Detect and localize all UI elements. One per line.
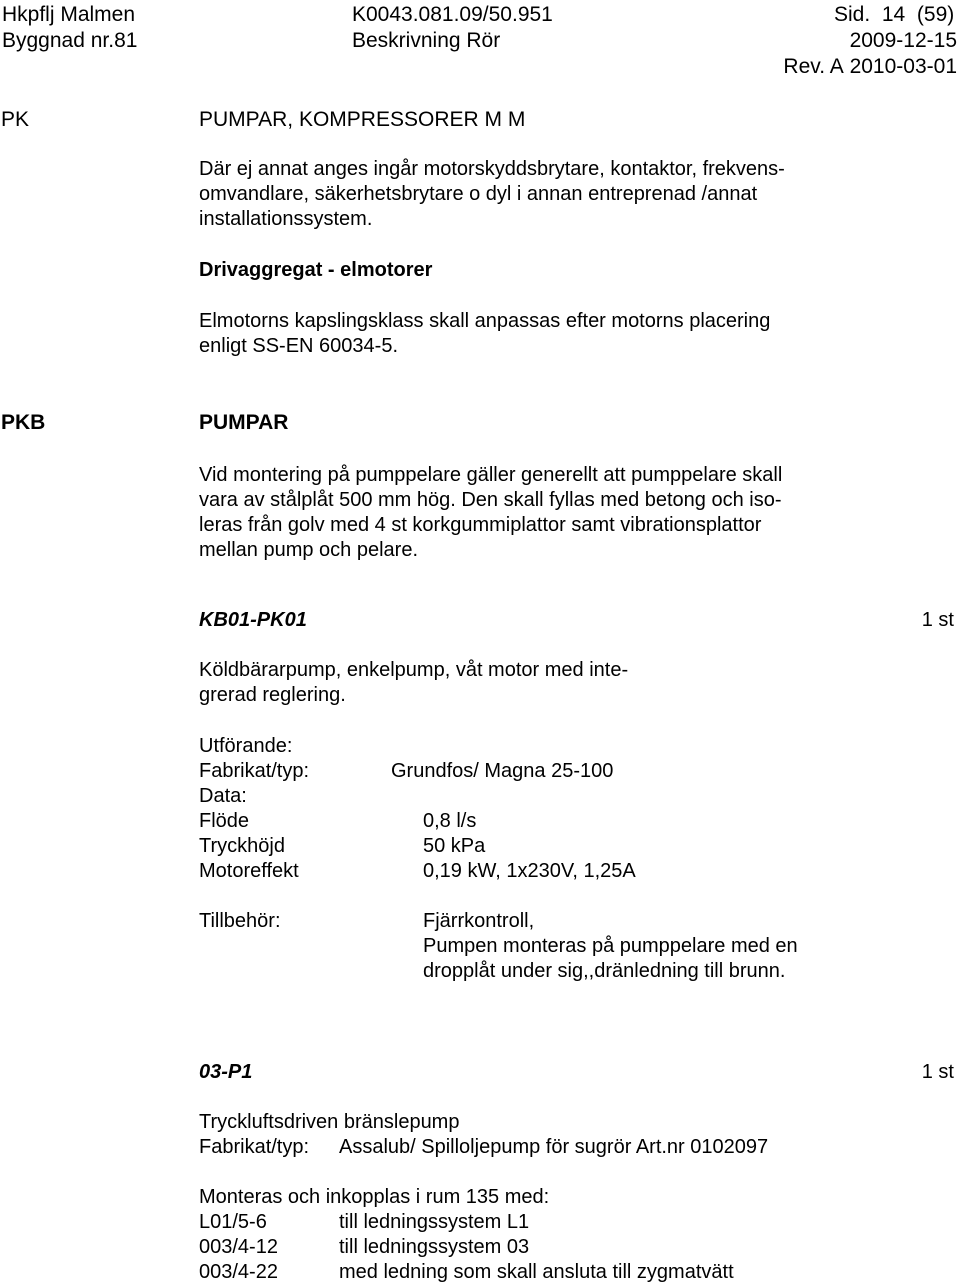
p1-connection-ref: 003/4-22 (199, 1261, 278, 1283)
section-code-pk: PK (1, 108, 30, 131)
item-qty-03-p1: 1 st (921, 1061, 954, 1083)
section-title-pkb: PUMPAR (199, 411, 289, 434)
kb01-description-line: grerad reglering. (199, 684, 346, 706)
kb01-description-line: Köldbärarpump, enkelpump, våt motor med inte- (199, 659, 629, 681)
p1-connection-ref: L01/5-6 (199, 1211, 267, 1233)
section-title-pk: PUMPAR, KOMPRESSORER M M (199, 108, 526, 131)
kb01-description (199, 658, 628, 708)
kb01-tillbehor-line: Pumpen monteras på pumppelare med en (423, 935, 798, 957)
pkb-text-line: leras från golv med 4 st korkgummiplattor samt vibrationsplattor (199, 514, 762, 536)
kb01-spec-label: Motoreffekt (199, 860, 299, 882)
item-id-03-p1: 03-P1 (199, 1061, 253, 1083)
p1-fabrikat-value: Assalub/ Spilloljepump för sugrör Art.nr 0102097 (339, 1136, 769, 1158)
kb01-fabrikat-label: Fabrikat/typ: (199, 760, 310, 782)
kb01-tillbehor-line: dropplåt under sig,,dränledning till brunn. (423, 960, 786, 982)
pkb-text (199, 463, 782, 563)
p1-connection-text: till ledningssystem L1 (339, 1211, 530, 1233)
item-id-kb01-pk01: KB01-PK01 (199, 609, 307, 631)
p1-description: Tryckluftsdriven bränslepump (199, 1111, 460, 1133)
kb01-spec-value: 0,19 kW, 1x230V, 1,25A (423, 860, 636, 882)
header-doc-number: K0043.081.09/50.951 (352, 3, 553, 26)
header-page-prefix: Sid. (834, 3, 871, 26)
header-rev-date: 2010-03-01 (849, 55, 957, 78)
header-building: Byggnad nr.81 (2, 29, 138, 52)
kb01-spec-value: 0,8 l/s (423, 810, 477, 832)
header-date: 2009-12-15 (849, 29, 957, 52)
header-revision (783, 54, 957, 79)
header-page (834, 2, 954, 27)
header-doc-type: Beskrivning Rör (352, 29, 501, 52)
kb01-fabrikat-value: Grundfos/ Magna 25-100 (391, 760, 614, 782)
header-page-total: (59) (916, 3, 955, 26)
p1-connection-text: till ledningssystem 03 (339, 1236, 530, 1258)
header-page-number: 14 (881, 3, 906, 26)
p1-connection-ref: 003/4-12 (199, 1236, 278, 1258)
pk-intro-line: Där ej annat anges ingår motorskyddsbrytare, kontaktor, frekvens- (199, 158, 785, 180)
header-rev-prefix: Rev. A (783, 55, 844, 78)
kb01-tillbehor-label: Tillbehör: (199, 910, 281, 932)
pk-motor-text (199, 309, 770, 359)
kb01-spec-value: 50 kPa (423, 835, 486, 857)
p1-fabrikat-label: Fabrikat/typ: (199, 1136, 310, 1158)
kb01-utforande-label: Utförande: (199, 735, 293, 757)
pk-intro-line: installationssystem. (199, 208, 373, 230)
pk-motor-line: enligt SS-EN 60034-5. (199, 335, 399, 357)
pk-intro (199, 157, 785, 232)
pkb-text-line: mellan pump och pelare. (199, 539, 419, 561)
kb01-data-label: Data: (199, 785, 247, 807)
header-company: Hkpflj Malmen (2, 3, 136, 26)
pkb-text-line: vara av stålplåt 500 mm hög. Den skall fyllas med betong och iso- (199, 489, 782, 511)
pk-intro-line: omvandlare, säkerhetsbrytare o dyl i annan entreprenad /annat (199, 183, 758, 205)
kb01-tillbehor-line: Fjärrkontroll, (423, 910, 535, 932)
item-qty-kb01-pk01: 1 st (921, 609, 954, 631)
kb01-spec-label: Flöde (199, 810, 250, 832)
section-code-pkb: PKB (1, 411, 46, 434)
kb01-tillbehor-list (423, 909, 798, 984)
pk-motor-line: Elmotorns kapslingsklass skall anpassas efter motorns placering (199, 310, 771, 332)
pkb-text-line: Vid montering på pumppelare gäller generellt att pumppelare skall (199, 464, 783, 486)
p1-mount-text: Monteras och inkopplas i rum 135 med: (199, 1186, 550, 1208)
p1-connection-text: med ledning som skall ansluta till zygmatvätt (339, 1261, 734, 1283)
pk-subheading: Drivaggregat - elmotorer (199, 259, 433, 281)
kb01-spec-label: Tryckhöjd (199, 835, 285, 857)
